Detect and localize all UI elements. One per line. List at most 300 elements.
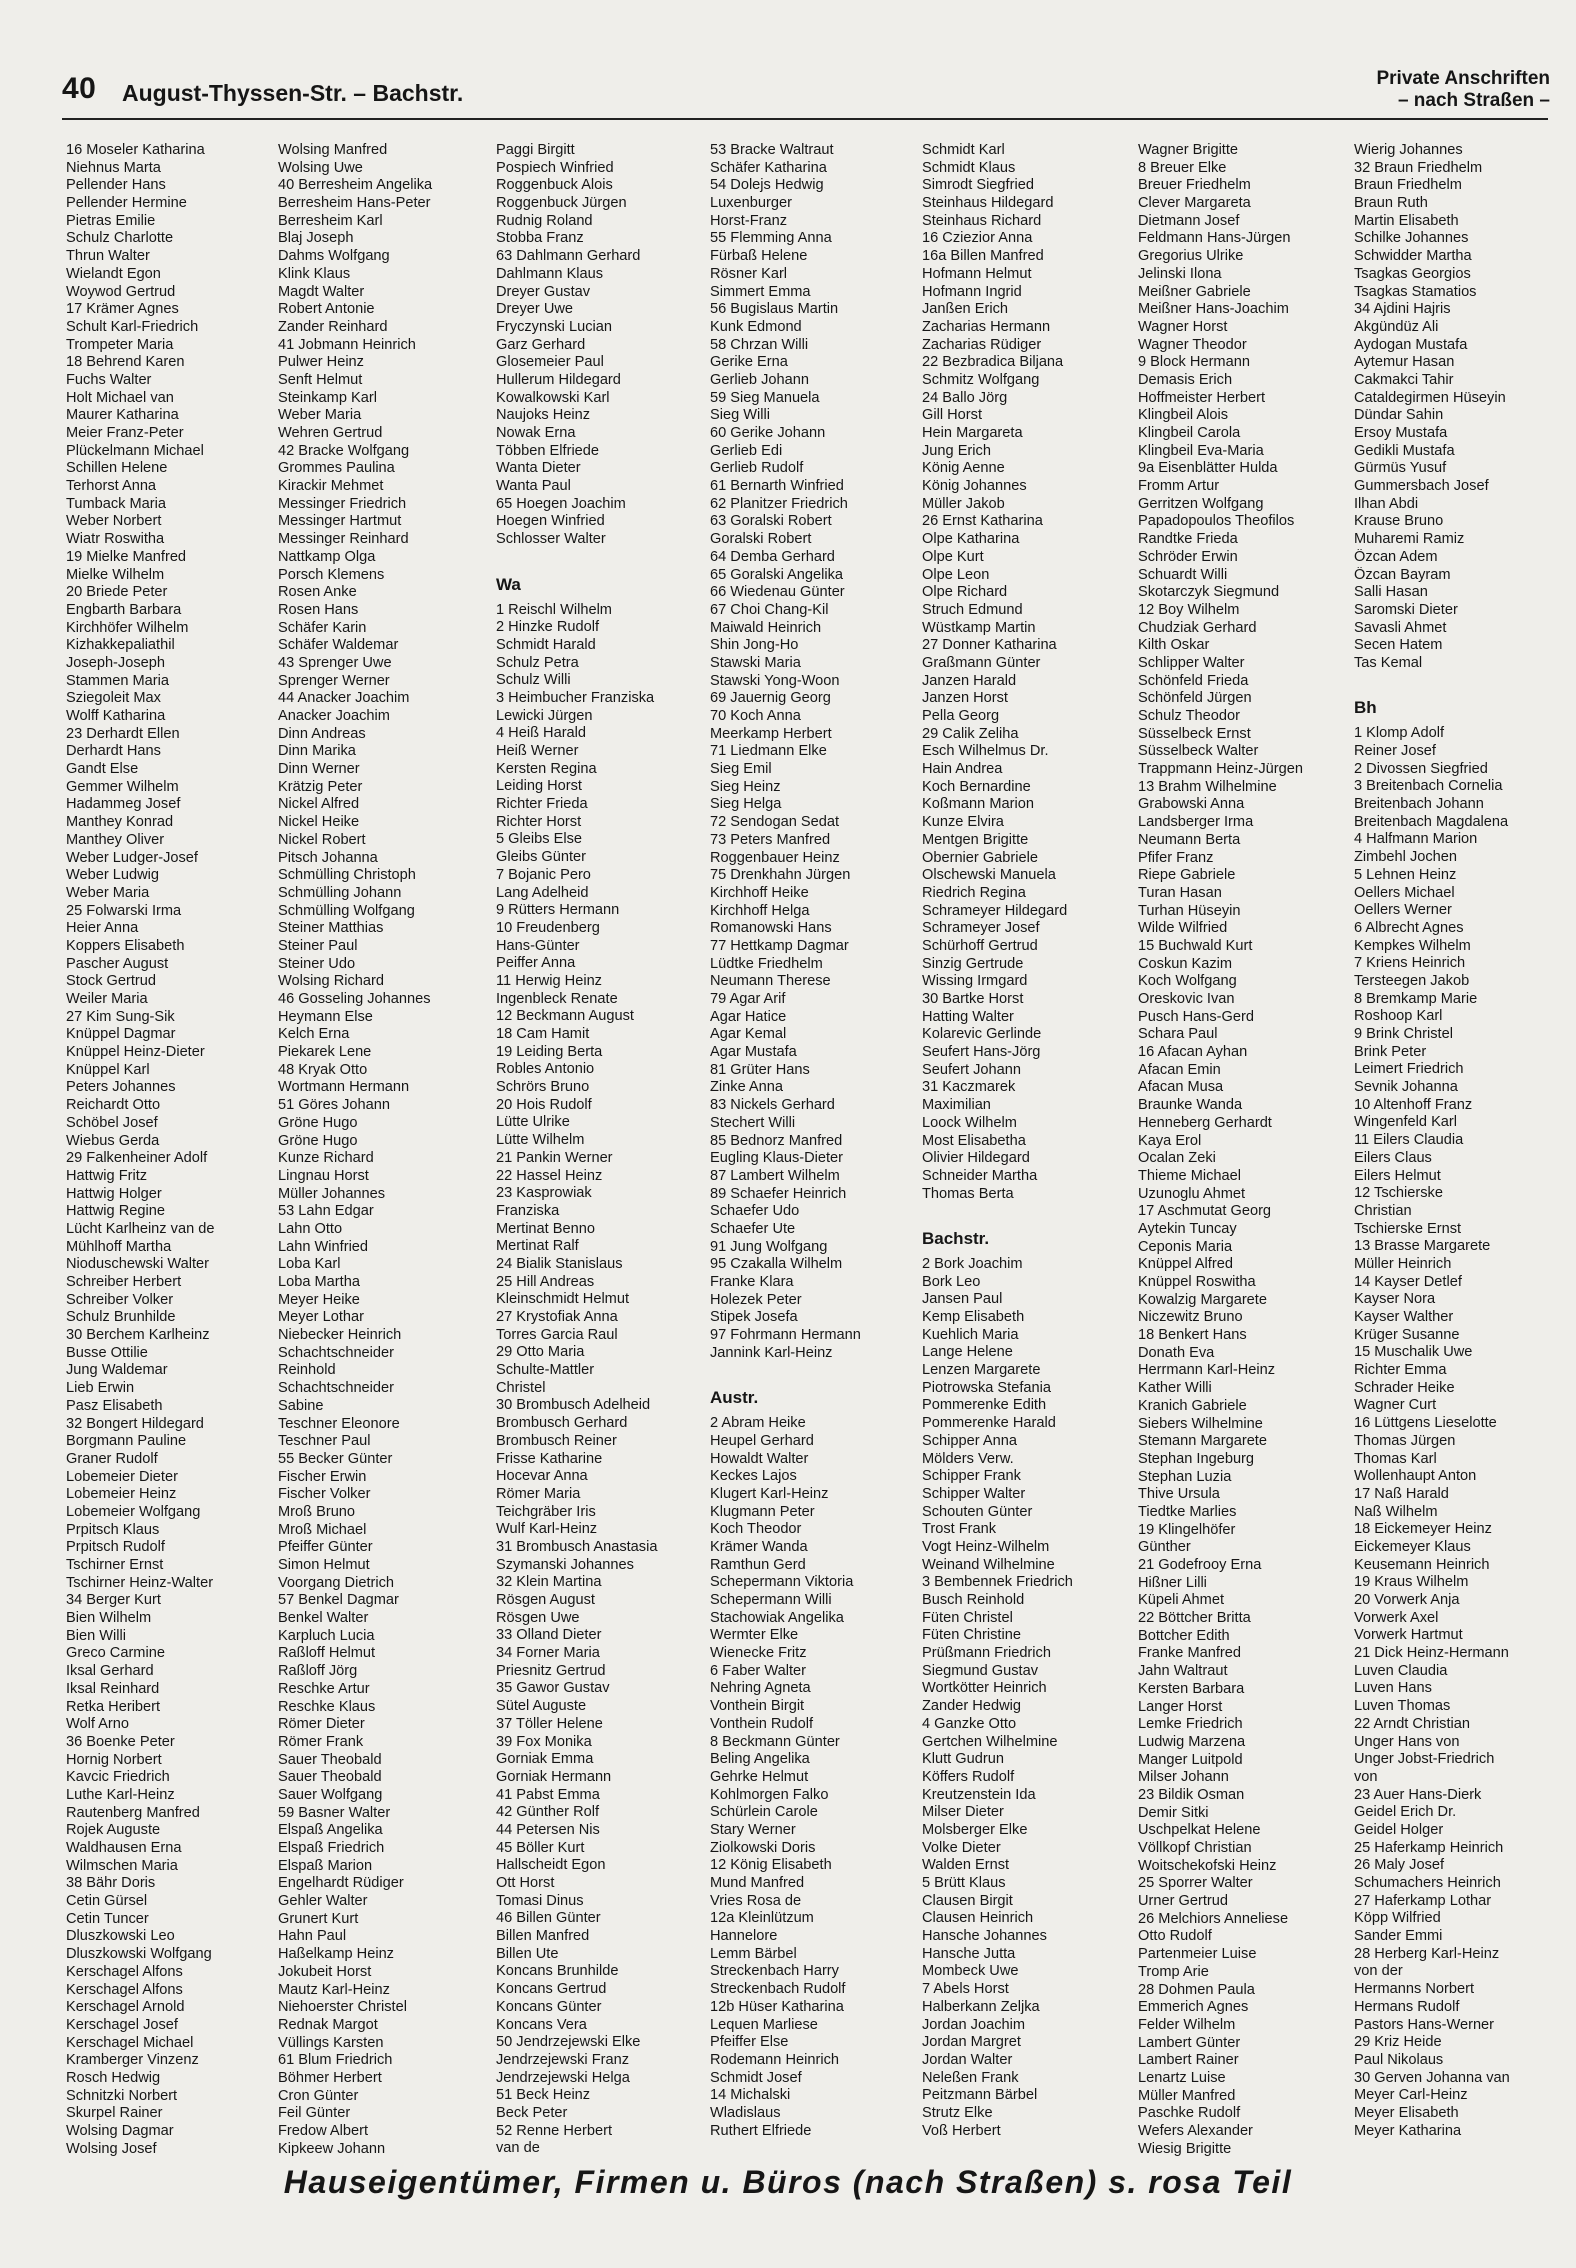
resident-entry: Rojek Auguste <box>66 1822 161 1839</box>
resident-entry: Robert Antonie <box>278 301 375 318</box>
resident-entry: Vries Rosa de <box>710 1892 802 1909</box>
resident-entry: Kilth Oskar <box>1138 637 1210 654</box>
column-7 <box>1354 142 1554 2140</box>
resident-entry: Schilke Johannes <box>1354 230 1469 247</box>
resident-entry: Feil Günter <box>278 2105 351 2122</box>
resident-entry: 11 Herwig Heinz <box>496 972 602 989</box>
resident-entry: Partenmeier Luise <box>1138 1946 1257 1963</box>
resident-entry: Tschirner Heinz-Walter <box>66 1574 214 1591</box>
resident-entry: Woywod Gertrud <box>66 283 176 300</box>
resident-entry: Rosen Hans <box>278 601 359 618</box>
resident-entry: Holezek Peter <box>710 1291 802 1308</box>
resident-entry: Mertinat Ralf <box>496 1238 579 1255</box>
resident-entry: Weber Ludger-Josef <box>66 849 198 866</box>
resident-entry: 7 Abels Horst <box>922 1981 1009 1998</box>
resident-entry: Sieg Willi <box>710 407 771 424</box>
resident-entry: Ersoy Mustafa <box>1354 425 1448 441</box>
resident-entry: 30 Brombusch Adelheid <box>496 1397 651 1414</box>
resident-entry: Schäfer Waldemar <box>278 637 399 654</box>
resident-entry: Braunke Wanda <box>1138 1097 1243 1114</box>
resident-entry: 61 Blum Friedrich <box>278 2052 393 2069</box>
resident-entry: Schillen Helene <box>66 460 168 477</box>
resident-entry: Luven Thomas <box>1354 1698 1451 1715</box>
resident-entry: 81 Grüter Hans <box>710 1061 810 1078</box>
resident-entry: Reschke Artur <box>278 1680 370 1697</box>
resident-entry: Gleibs Günter <box>496 849 587 866</box>
resident-entry: Keckes Lajos <box>710 1468 797 1485</box>
resident-entry: Meißner Gabriele <box>1138 283 1251 300</box>
resident-entry: 14 Michalski <box>710 2087 791 2104</box>
resident-entry: Reiner Josef <box>1354 743 1436 759</box>
resident-entry: Eugling Klaus-Dieter <box>710 1150 844 1167</box>
resident-entry: Stechert Willi <box>710 1114 796 1131</box>
resident-entry: Hocevar Anna <box>496 1468 588 1485</box>
resident-entry: Wolsing Richard <box>278 973 384 990</box>
resident-entry: Schrameyer Hildegard <box>922 902 1068 919</box>
resident-entry: Knüppel Roswitha <box>1138 1274 1256 1290</box>
resident-entry: 21 Pankin Werner <box>496 1149 613 1166</box>
resident-entry: Schepermann Viktoria <box>710 1574 854 1591</box>
resident-entry: Reichardt Otto <box>66 1097 161 1114</box>
resident-entry: 43 Sprenger Uwe <box>278 654 392 671</box>
resident-entry: Schouten Günter <box>922 1503 1033 1520</box>
resident-entry: Paschke Rudolf <box>1138 2105 1241 2122</box>
resident-entry: 32 Braun Friedhelm <box>1354 159 1483 176</box>
resident-entry: Voorgang Dietrich <box>278 1574 395 1591</box>
resident-entry: Schulz Brunhilde <box>66 1309 176 1326</box>
resident-entry: Lobemeier Dieter <box>66 1468 178 1485</box>
resident-entry: Klingbeil Alois <box>1138 407 1229 424</box>
resident-entry: Pulwer Heinz <box>278 354 364 371</box>
resident-entry: 29 Kriz Heide <box>1354 2034 1442 2051</box>
resident-entry: Ceponis Maria <box>1138 1238 1233 1255</box>
resident-entry: Kersten Regina <box>496 760 597 777</box>
resident-entry: Meyer Carl-Heinz <box>1354 2087 1468 2104</box>
resident-entry: Kayser Walther <box>1354 1309 1454 1325</box>
resident-entry: 41 Pabst Emma <box>496 1786 600 1803</box>
resident-entry: Többen Elfriede <box>496 442 600 459</box>
resident-entry: Martin Elisabeth <box>1354 212 1459 229</box>
resident-entry: Breitenbach Magdalena <box>1354 813 1509 830</box>
resident-entry: 34 Berger Kurt <box>66 1592 161 1609</box>
resident-entry: Krüger Susanne <box>1354 1326 1460 1343</box>
resident-entry: Lemke Friedrich <box>1138 1716 1243 1733</box>
resident-entry: 7 Kriens Heinrich <box>1354 955 1466 972</box>
resident-entry: Otto Rudolf <box>1138 1928 1212 1945</box>
resident-entry: Kerschagel Arnold <box>66 1999 185 2016</box>
resident-entry: Wiesig Brigitte <box>1138 2140 1232 2157</box>
resident-entry: Christian <box>1354 1202 1412 1219</box>
resident-entry: Pascher August <box>66 955 169 972</box>
resident-entry: Beck Peter <box>496 2104 568 2121</box>
resident-entry: Langer Horst <box>1138 1698 1223 1715</box>
resident-entry: Wanta Dieter <box>496 460 581 477</box>
resident-entry: Knüppel Dagmar <box>66 1026 176 1043</box>
resident-entry: Vüllings Karsten <box>278 2034 384 2051</box>
resident-entry: 61 Bernarth Winfried <box>710 478 844 495</box>
resident-entry: Bottcher Edith <box>1138 1627 1230 1644</box>
resident-entry: 55 Flemming Anna <box>710 230 832 247</box>
resident-entry: Pommerenke Harald <box>922 1415 1056 1432</box>
resident-entry: Stawski Maria <box>710 654 801 671</box>
resident-entry: Teichgräber Iris <box>496 1503 596 1520</box>
resident-entry: Lobemeier Wolfgang <box>66 1503 201 1520</box>
resident-entry: 23 Bildik Osman <box>1138 1786 1245 1803</box>
resident-entry: Jordan Walter <box>922 2051 1013 2068</box>
resident-entry: Thomas Karl <box>1354 1450 1437 1467</box>
resident-entry: Torres Garcia Raul <box>496 1326 618 1343</box>
resident-entry: Ramthun Gerd <box>710 1556 806 1573</box>
resident-entry: Wielandt Egon <box>66 265 161 282</box>
resident-entry: Kowalzig Margarete <box>1138 1291 1267 1308</box>
resident-entry: Jordan Margret <box>922 2034 1021 2051</box>
resident-entry: 42 Bracke Wolfgang <box>278 442 410 459</box>
section-title-line-2: – nach Straßen – <box>1397 90 1550 111</box>
resident-entry: 27 Krystofiak Anna <box>496 1309 618 1325</box>
resident-entry: 19 Leiding Berta <box>496 1043 603 1060</box>
resident-entry: 7 Bojanic Pero <box>496 866 591 883</box>
resident-entry: Vonthein Birgit <box>710 1698 805 1715</box>
resident-entry: Brombusch Gerhard <box>496 1415 628 1432</box>
resident-entry: Wermter Elke <box>710 1627 799 1644</box>
resident-entry: Lenartz Luise <box>1138 2069 1226 2086</box>
resident-entry: Clausen Birgit <box>922 1892 1013 1909</box>
resident-entry: Müller Heinrich <box>1354 1255 1452 1272</box>
resident-entry: Steiner Udo <box>278 955 356 972</box>
resident-entry: Koßmann Marion <box>922 796 1034 813</box>
resident-entry: Pellender Hans <box>66 177 166 194</box>
resident-entry: Hain Andrea <box>922 761 1003 778</box>
resident-entry: Jelinski Ilona <box>1138 265 1222 282</box>
resident-entry: Teschner Eleonore <box>278 1415 400 1432</box>
resident-entry: 2 Hinzke Rudolf <box>496 619 600 636</box>
resident-entry: Messinger Hartmut <box>278 513 402 530</box>
resident-entry: Naß Wilhelm <box>1354 1503 1438 1520</box>
resident-entry: 66 Wiedenau Günter <box>710 584 845 601</box>
resident-entry: Rösgen August <box>496 1592 595 1608</box>
resident-entry: Köpp Wilfried <box>1354 1910 1441 1927</box>
resident-entry: Gorniak Emma <box>496 1751 594 1768</box>
resident-entry: 30 Bartke Horst <box>922 991 1024 1007</box>
resident-entry: Volke Dieter <box>922 1839 1001 1856</box>
resident-entry: Schult Karl-Friedrich <box>66 318 199 335</box>
resident-entry: Wagner Curt <box>1354 1397 1437 1414</box>
resident-entry: 3 Heimbucher Franziska <box>496 689 655 706</box>
resident-entry: 40 Berresheim Angelika <box>278 177 433 194</box>
resident-entry: Unger Jobst-Friedrich <box>1354 1751 1495 1768</box>
resident-entry: Schmülling Wolfgang <box>278 902 415 919</box>
resident-entry: Dinn Andreas <box>278 725 366 742</box>
resident-entry: Pitsch Johanna <box>278 849 378 866</box>
resident-entry: Pastors Hans-Werner <box>1354 2016 1495 2033</box>
resident-entry: Most Elisabetha <box>922 1132 1026 1149</box>
resident-entry: Schlosser Walter <box>496 531 606 548</box>
resident-entry: Billen Manfred <box>496 1928 590 1945</box>
resident-entry: Kunze Elvira <box>922 814 1004 831</box>
resident-entry: 51 Göres Johann <box>278 1097 390 1114</box>
resident-entry: Weber Ludwig <box>66 867 160 884</box>
resident-entry: Tiedtke Marlies <box>1138 1503 1237 1520</box>
resident-entry: Hadammeg Josef <box>66 796 181 813</box>
resident-entry: Hofmann Ingrid <box>922 283 1022 300</box>
resident-entry: Hannelore <box>710 1928 778 1945</box>
resident-entry: Wanta Paul <box>496 478 571 495</box>
resident-entry: Teschner Paul <box>278 1433 371 1450</box>
resident-entry: Kolarevic Gerlinde <box>922 1026 1042 1043</box>
resident-entry: Süsselbeck Ernst <box>1138 725 1251 742</box>
resident-entry: Meißner Hans-Joachim <box>1138 301 1289 318</box>
resident-entry: Wingenfeld Karl <box>1354 1114 1458 1131</box>
resident-entry: Gerlieb Rudolf <box>710 460 804 477</box>
resident-entry: Hattwig Holger <box>66 1185 162 1202</box>
resident-entry: Hansche Johannes <box>922 1928 1047 1945</box>
resident-entry: Tromp Arie <box>1138 1963 1209 1980</box>
resident-entry: Wolsing Uwe <box>278 159 363 176</box>
resident-entry: Steinhaus Hildegard <box>922 195 1054 212</box>
resident-entry: 44 Petersen Nis <box>496 1821 600 1838</box>
resident-entry: Glosemeier Paul <box>496 354 604 371</box>
resident-entry: 3 Bembennek Friedrich <box>922 1574 1073 1591</box>
resident-entry: Stemann Margarete <box>1138 1433 1267 1450</box>
resident-entry: Coskun Kazim <box>1138 955 1233 972</box>
resident-entry: Schmülling Johann <box>278 884 402 901</box>
resident-entry: Richter Horst <box>496 813 582 830</box>
resident-entry: Tsagkas Georgios <box>1354 265 1471 282</box>
resident-entry: Peitzmann Bärbel <box>922 2087 1038 2104</box>
resident-entry: Kersten Barbara <box>1138 1680 1245 1697</box>
resident-entry: 69 Jauernig Georg <box>710 690 831 707</box>
resident-entry: Heiß Werner <box>496 743 579 759</box>
resident-entry: Cetin Gürsel <box>66 1893 148 1910</box>
resident-entry: Greco Carmine <box>66 1645 165 1662</box>
resident-entry: von <box>1354 1768 1378 1785</box>
resident-entry: Lütte Wilhelm <box>496 1132 585 1149</box>
resident-entry: Kohlmorgen Falko <box>710 1786 829 1803</box>
resident-entry: Ziolkowski Doris <box>710 1839 816 1856</box>
resident-entry: 22 Arndt Christian <box>1354 1715 1471 1732</box>
resident-entry: Klingbeil Eva-Maria <box>1138 442 1264 459</box>
resident-entry: 21 Dick Heinz-Hermann <box>1354 1645 1509 1662</box>
resident-entry: 12 König Elisabeth <box>710 1857 832 1874</box>
resident-entry: Reschke Klaus <box>278 1698 376 1715</box>
resident-entry: 16a Billen Manfred <box>922 248 1044 265</box>
resident-entry: Breitenbach Johann <box>1354 796 1484 813</box>
resident-entry: Priesnitz Gertrud <box>496 1662 606 1679</box>
resident-entry: Manthey Konrad <box>66 814 174 831</box>
resident-entry: Sauer Theobald <box>278 1751 382 1768</box>
resident-entry: Muharemi Ramiz <box>1354 531 1465 548</box>
resident-entry: 33 Olland Dieter <box>496 1627 602 1644</box>
resident-entry: 32 Bongert Hildegard <box>66 1415 204 1432</box>
resident-entry: Molsberger Elke <box>922 1821 1028 1838</box>
column-6 <box>1138 142 1338 2158</box>
resident-entry: 23 Kasprowiak <box>496 1185 592 1202</box>
resident-entry: Lingnau Horst <box>278 1167 369 1184</box>
resident-entry: 59 Basner Walter <box>278 1804 391 1821</box>
resident-entry: Schulz Theodor <box>1138 708 1240 724</box>
resident-entry: Gedikli Mustafa <box>1354 442 1455 459</box>
resident-entry: Wagner Horst <box>1138 318 1228 335</box>
resident-entry: Gröne Hugo <box>278 1132 358 1149</box>
resident-entry: 2 Abram Heike <box>710 1415 806 1432</box>
resident-entry: Struch Edmund <box>922 601 1023 618</box>
spacer <box>710 1362 910 1380</box>
street-heading: Bh <box>1354 698 1377 718</box>
resident-entry: Sütel Auguste <box>496 1698 587 1715</box>
resident-entry: Garz Gerhard <box>496 336 586 353</box>
resident-entry: Janzen Horst <box>922 690 1008 707</box>
resident-entry: Jung Waldemar <box>66 1362 168 1379</box>
resident-entry: Pfeiffer Günter <box>278 1539 373 1556</box>
resident-entry: Jannink Karl-Heinz <box>710 1344 833 1361</box>
resident-entry: Simrodt Siegfried <box>922 177 1034 194</box>
resident-entry: Grabowski Anna <box>1138 796 1245 813</box>
resident-entry: Weber Maria <box>66 884 150 901</box>
resident-entry: Weber Norbert <box>66 513 162 530</box>
resident-entry: Fuchs Walter <box>66 371 152 388</box>
resident-entry: 9 Brink Christel <box>1354 1026 1453 1042</box>
column-5 <box>922 142 1122 2140</box>
resident-entry: Tomasi Dinus <box>496 1892 584 1909</box>
resident-entry: Frisse Katharine <box>496 1450 603 1467</box>
resident-entry: 30 Berchem Karlheinz <box>66 1327 210 1344</box>
resident-entry: Kipkeew Johann <box>278 2140 386 2157</box>
resident-entry: Thrun Walter <box>66 248 150 265</box>
resident-entry: Schmidt Klaus <box>922 159 1016 176</box>
resident-entry: Saromski Dieter <box>1354 601 1458 618</box>
resident-entry: Olschewski Manuela <box>922 867 1056 884</box>
resident-entry: Milser Dieter <box>922 1804 1004 1821</box>
resident-entry: Joseph-Joseph <box>66 654 165 671</box>
resident-entry: 42 Günther Rolf <box>496 1804 600 1821</box>
resident-entry: Müller Johannes <box>278 1185 386 1202</box>
resident-entry: 27 Donner Katharina <box>922 637 1057 654</box>
resident-entry: Breuer Friedhelm <box>1138 177 1251 194</box>
resident-entry: Dluszkowski Leo <box>66 1928 175 1945</box>
resident-entry: Bien Wilhelm <box>66 1610 152 1627</box>
resident-entry: Lenzen Margarete <box>922 1362 1041 1379</box>
resident-entry: Sauer Wolfgang <box>278 1786 383 1803</box>
resident-entry: Schmülling Christoph <box>278 867 416 884</box>
resident-entry: Wollenhaupt Anton <box>1354 1468 1477 1485</box>
resident-entry: Kirackir Mehmet <box>278 478 384 495</box>
resident-entry: Schreiber Volker <box>66 1291 174 1308</box>
resident-entry: Cron Günter <box>278 2087 359 2104</box>
resident-entry: Rösner Karl <box>710 265 788 282</box>
resident-entry: Schipper Walter <box>922 1485 1026 1502</box>
resident-entry: 8 Beckmann Günter <box>710 1733 840 1750</box>
resident-entry: Franke Manfred <box>1138 1645 1242 1662</box>
resident-entry: Wissing Irmgard <box>922 973 1028 990</box>
resident-entry: 12 Boy Wilhelm <box>1138 601 1240 618</box>
resident-entry: Voß Herbert <box>922 2122 1001 2139</box>
resident-entry: Hißner Lilli <box>1138 1574 1207 1591</box>
resident-entry: Schmidt Karl <box>922 142 1005 158</box>
resident-entry: 16 Lüttgens Lieselotte <box>1354 1415 1497 1432</box>
resident-entry: Streckenbach Harry <box>710 1963 839 1980</box>
resident-entry: Thomas Berta <box>922 1185 1014 1202</box>
spacer <box>496 549 696 567</box>
resident-entry: Pfifer Franz <box>1138 849 1214 866</box>
resident-entry: Elspaß Friedrich <box>278 1840 385 1856</box>
resident-entry: 52 Renne Herbert <box>496 2122 613 2139</box>
resident-entry: Sieg Heinz <box>710 778 781 795</box>
resident-entry: Zinke Anna <box>710 1079 784 1096</box>
resident-entry: Roggenbuck Jürgen <box>496 195 627 212</box>
resident-entry: 59 Sieg Manuela <box>710 389 820 406</box>
resident-entry: Lange Helene <box>922 1344 1013 1361</box>
resident-entry: Oellers Michael <box>1354 884 1455 901</box>
resident-entry: Stephan Luzia <box>1138 1468 1232 1485</box>
resident-entry: Gill Horst <box>922 407 982 424</box>
resident-entry: Nickel Heike <box>278 814 360 831</box>
resident-entry: Waldhausen Erna <box>66 1840 182 1856</box>
resident-entry: Schulte-Mattler <box>496 1362 595 1379</box>
resident-entry: Graner Rudolf <box>66 1450 158 1467</box>
resident-entry: 5 Brütt Klaus <box>922 1875 1006 1891</box>
resident-entry: Maurer Katharina <box>66 407 179 424</box>
resident-entry: Jokubeit Horst <box>278 1963 372 1980</box>
resident-entry: 29 Calik Zeliha <box>922 725 1019 742</box>
resident-entry: Manthey Oliver <box>66 831 165 848</box>
resident-entry: 22 Böttcher Britta <box>1138 1610 1251 1627</box>
resident-entry: Kelch Erna <box>278 1026 350 1043</box>
resident-entry: Küpeli Ahmet <box>1138 1592 1224 1609</box>
resident-entry: Dluszkowski Wolfgang <box>66 1946 212 1963</box>
resident-entry: Weber Maria <box>278 407 362 424</box>
resident-entry: Koch Theodor <box>710 1521 802 1538</box>
resident-entry: 6 Faber Walter <box>710 1662 806 1679</box>
resident-entry: Wilde Wilfried <box>1138 920 1228 937</box>
resident-entry: 5 Gleibs Else <box>496 831 582 848</box>
resident-entry: 57 Benkel Dagmar <box>278 1592 399 1609</box>
resident-entry: Holt Michael van <box>66 389 174 406</box>
resident-entry: Raßloff Helmut <box>278 1645 376 1662</box>
resident-entry: Olivier Hildegard <box>922 1150 1030 1167</box>
resident-entry: 51 Beck Heinz <box>496 2087 591 2104</box>
resident-entry: Zimbehl Jochen <box>1354 849 1458 866</box>
resident-entry: Stobba Franz <box>496 230 584 247</box>
resident-entry: Esch Wilhelmus Dr. <box>922 743 1049 760</box>
resident-entry: 2 Bork Joachim <box>922 1255 1023 1272</box>
resident-entry: 31 Brombusch Anastasia <box>496 1538 658 1555</box>
resident-entry: Ilhan Abdi <box>1354 495 1419 512</box>
resident-entry: 20 Vorwerk Anja <box>1354 1592 1460 1608</box>
resident-entry: Lahn Winfried <box>278 1238 369 1255</box>
resident-entry: Gummersbach Josef <box>1354 478 1489 495</box>
resident-entry: Piotrowska Stefania <box>922 1379 1051 1396</box>
resident-entry: Neumann Therese <box>710 973 831 990</box>
resident-entry: Beling Angelika <box>710 1751 810 1768</box>
resident-entry: Nehring Agneta <box>710 1680 811 1697</box>
resident-entry: Paul Nikolaus <box>1354 2051 1444 2068</box>
resident-entry: Leiding Horst <box>496 778 582 795</box>
resident-entry: Wagner Brigitte <box>1138 142 1239 158</box>
resident-entry: Salli Hasan <box>1354 584 1428 601</box>
resident-entry: Vonthein Rudolf <box>710 1715 814 1732</box>
resident-entry: Schönfeld Frieda <box>1138 672 1249 689</box>
resident-entry: Steiner Matthias <box>278 920 384 937</box>
resident-entry: Geidel Holger <box>1354 1821 1444 1838</box>
resident-entry: Schachtschneider <box>278 1344 395 1361</box>
resident-entry: Fischer Erwin <box>278 1468 367 1485</box>
resident-entry: Maiwald Heinrich <box>710 619 822 636</box>
resident-entry: Clausen Heinrich <box>922 1910 1034 1927</box>
resident-entry: 31 Kaczmarek <box>922 1079 1016 1096</box>
resident-entry: 25 Folwarski Irma <box>66 902 182 919</box>
resident-entry: Roggenbuck Alois <box>496 177 613 194</box>
resident-entry: Franke Klara <box>710 1274 794 1290</box>
